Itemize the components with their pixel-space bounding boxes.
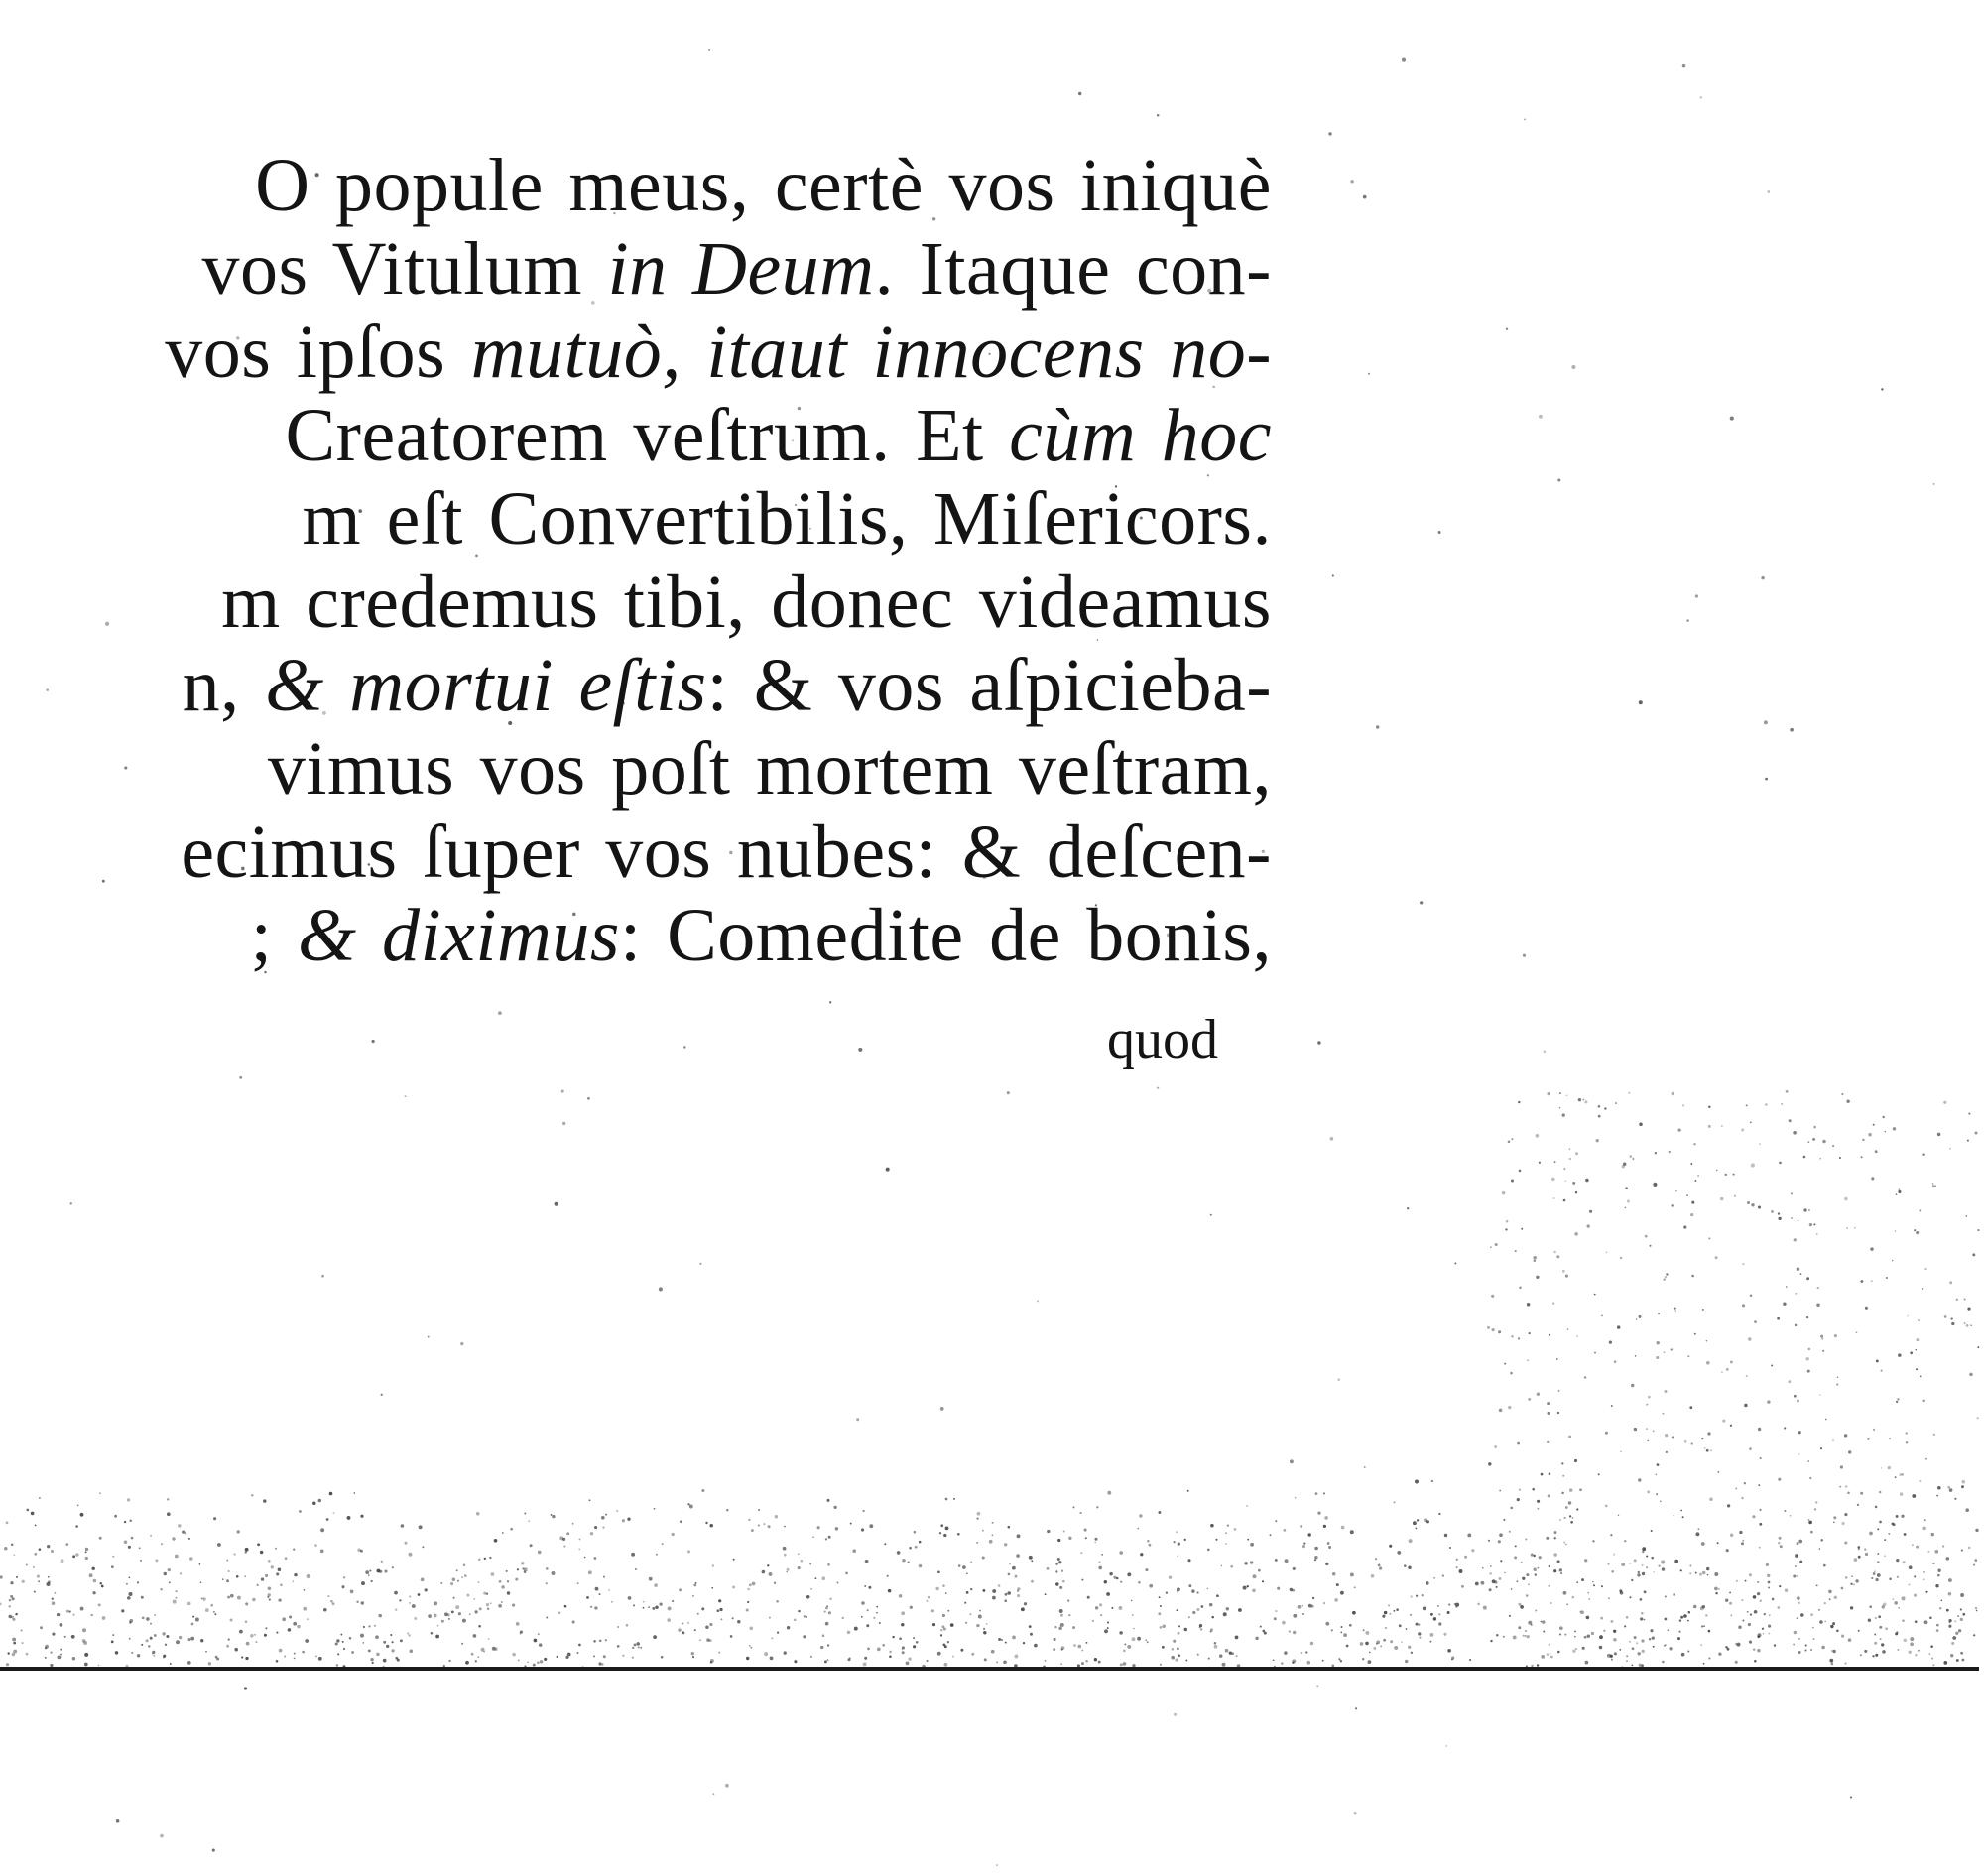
text-segment: vimus vos poſt mortem veſtram, (267, 727, 1272, 811)
italic-phrase: cùm hoc (1009, 394, 1272, 477)
text-line (0, 394, 1272, 477)
text-segment: m credemus tibi, donec videamus (221, 561, 1272, 644)
text-line (0, 477, 1272, 561)
latin-text-block (0, 144, 1272, 977)
page-bottom-rule (0, 1667, 1979, 1671)
text-line (0, 811, 1272, 894)
italic-phrase: & diximus (297, 894, 620, 977)
text-line (0, 644, 1272, 727)
text-line (0, 894, 1272, 977)
text-segment: : Comedite de bonis, (619, 894, 1272, 977)
text-segment: Creatorem veſtrum. Et (285, 394, 1010, 477)
italic-phrase: in Deum (607, 227, 875, 311)
italic-phrase: mutuò, itaut innocens no- (470, 311, 1272, 394)
text-segment: n, (182, 644, 266, 727)
text-segment: ; (250, 894, 298, 977)
text-line (0, 561, 1272, 644)
text-segment: . Itaque con- (874, 227, 1272, 311)
text-segment: vos Vitulum (201, 227, 608, 311)
italic-phrase: & mortui eſtis (265, 644, 707, 727)
text-segment: m eſt Convertibilis, Miſericors. (302, 477, 1272, 561)
text-segment: : & vos aſpicieba- (706, 644, 1272, 727)
catchword: quod (1107, 1009, 1218, 1070)
text-line (0, 227, 1272, 311)
text-segment: O popule meus, certè vos iniquè (255, 144, 1272, 227)
text-segment: ecimus ſuper vos nubes: & deſcen- (181, 811, 1272, 894)
text-line (0, 727, 1272, 811)
text-segment: vos ipſos (165, 311, 471, 394)
text-line (0, 144, 1272, 227)
text-line (0, 311, 1272, 394)
